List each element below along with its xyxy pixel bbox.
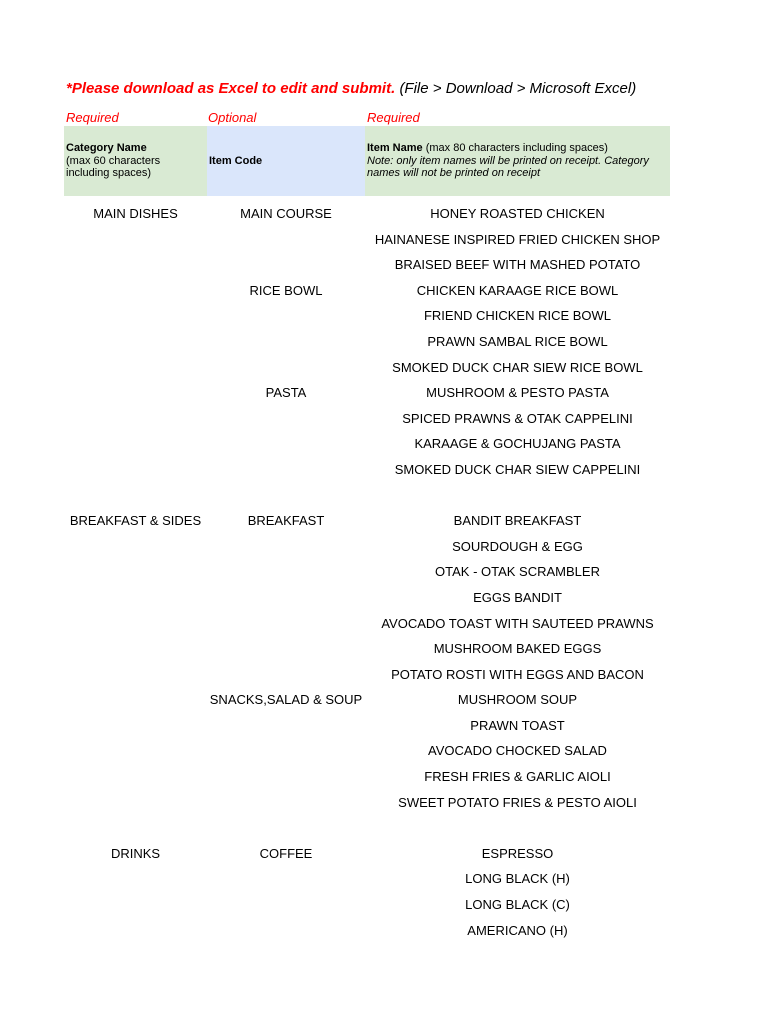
category-cell[interactable] — [64, 790, 207, 816]
item-code-cell[interactable] — [207, 534, 365, 560]
item-code-cell[interactable] — [207, 252, 365, 278]
category-cell[interactable] — [64, 303, 207, 329]
item-code-cell[interactable] — [207, 406, 365, 432]
table-row — [64, 713, 670, 739]
item-name-cell[interactable]: MUSHROOM SOUP — [457, 692, 578, 708]
item-name-cell[interactable] — [365, 815, 670, 841]
category-name-header[interactable] — [64, 126, 207, 196]
item-name-cell[interactable]: HAINANESE INSPIRED FRIED CHICKEN SHOP — [374, 231, 661, 247]
category-cell[interactable] — [64, 431, 207, 457]
item-name-cell[interactable]: AVOCADO CHOCKED SALAD — [428, 743, 607, 759]
item-name-cell[interactable]: AVOCADO TOAST WITH SAUTEED PRAWNS — [381, 615, 654, 631]
item-name-requirement-label: Required — [367, 110, 420, 125]
table-row — [64, 457, 670, 483]
item-code-cell[interactable] — [207, 713, 365, 739]
table-row — [64, 790, 670, 816]
category-cell[interactable]: MAIN DISHES — [93, 206, 178, 221]
table-row — [64, 227, 670, 253]
table-row — [64, 534, 670, 560]
table-row — [64, 636, 670, 662]
item-name-cell[interactable]: BANDIT BREAKFAST — [453, 513, 582, 529]
item-name-cell[interactable]: SWEET POTATO FRIES & PESTO AIOLI — [398, 794, 637, 810]
item-name-cell[interactable]: BRAISED BEEF WITH MASHED POTATO — [394, 257, 641, 273]
table-row — [64, 355, 670, 381]
category-cell[interactable] — [64, 687, 207, 713]
category-cell[interactable] — [64, 227, 207, 253]
item-name-cell[interactable]: OTAK - OTAK SCRAMBLER — [435, 564, 600, 580]
category-cell[interactable] — [64, 483, 207, 509]
category-cell[interactable] — [64, 738, 207, 764]
item-name-cell[interactable]: SPICED PRAWNS & OTAK CAPPELINI — [402, 410, 633, 426]
category-cell[interactable] — [64, 662, 207, 688]
item-name-cell[interactable]: HONEY ROASTED CHICKEN — [430, 206, 605, 221]
table-row — [64, 611, 670, 637]
category-requirement-label: Required — [66, 110, 119, 125]
item-name-cell[interactable]: KARAAGE & GOCHUJANG PASTA — [414, 436, 621, 452]
category-header-title: Category Name — [66, 142, 147, 155]
table-row — [64, 738, 670, 764]
item-name-header-limit: (max 80 characters including spaces) — [425, 142, 608, 155]
item-code-cell[interactable] — [207, 355, 365, 381]
table-row — [64, 201, 670, 227]
item-name-cell[interactable]: AMERICANO (H) — [467, 922, 568, 938]
item-name-header-text — [367, 142, 668, 180]
table-row — [64, 406, 670, 432]
table-row — [64, 559, 670, 585]
item-name-cell[interactable]: PRAWN SAMBAL RICE BOWL — [427, 333, 608, 349]
item-code-cell[interactable]: MAIN COURSE — [240, 206, 332, 221]
table-row — [64, 252, 670, 278]
item-code-cell[interactable] — [207, 815, 365, 841]
item-name-cell[interactable]: LONG BLACK (C) — [465, 897, 570, 913]
item-name-cell[interactable]: MUSHROOM BAKED EGGS — [433, 641, 602, 657]
item-code-header[interactable] — [207, 126, 365, 196]
item-name-cell[interactable]: PRAWN TOAST — [470, 717, 565, 733]
category-cell[interactable] — [64, 585, 207, 611]
category-header-text — [66, 142, 205, 180]
item-code-cell[interactable] — [207, 611, 365, 637]
item-code-cell[interactable] — [207, 636, 365, 662]
item-name-cell[interactable]: ESPRESSO — [481, 845, 554, 861]
item-code-cell[interactable] — [207, 790, 365, 816]
item-code-cell[interactable] — [207, 303, 365, 329]
item-code-cell[interactable] — [207, 585, 365, 611]
table-row — [64, 866, 670, 892]
category-cell[interactable] — [64, 380, 207, 406]
category-cell[interactable] — [64, 713, 207, 739]
category-cell[interactable] — [64, 278, 207, 304]
item-name-cell[interactable] — [365, 483, 670, 509]
table-row — [64, 329, 670, 355]
table-row — [64, 431, 670, 457]
item-code-cell[interactable] — [207, 431, 365, 457]
item-code-requirement-label: Optional — [208, 110, 257, 125]
item-code-header-title: Item Code — [209, 154, 263, 167]
table-row — [64, 585, 670, 611]
category-cell[interactable] — [64, 406, 207, 432]
category-header-note: (max 60 characters including spaces) — [66, 154, 161, 180]
item-name-cell[interactable]: SMOKED DUCK CHAR SIEW RICE BOWL — [392, 359, 643, 375]
category-cell[interactable]: BREAKFAST & SIDES — [69, 513, 202, 529]
table-row — [64, 380, 670, 406]
category-cell[interactable] — [64, 252, 207, 278]
item-code-cell[interactable] — [207, 918, 365, 944]
download-emphasis-text: *Please download as Excel to edit and submit. — [66, 80, 396, 97]
category-cell[interactable] — [64, 636, 207, 662]
item-code-cell[interactable] — [207, 866, 365, 892]
table-row — [64, 815, 670, 841]
category-cell[interactable] — [64, 918, 207, 944]
item-code-cell[interactable] — [207, 227, 365, 253]
item-name-cell[interactable]: LONG BLACK (H) — [465, 871, 570, 887]
menu-table — [64, 201, 670, 943]
category-cell[interactable]: DRINKS — [110, 845, 161, 861]
item-name-cell[interactable]: MUSHROOM & PESTO PASTA — [426, 385, 609, 401]
item-name-cell[interactable]: SOURDOUGH & EGG — [452, 538, 583, 554]
table-row — [64, 303, 670, 329]
category-cell[interactable] — [64, 815, 207, 841]
category-cell[interactable] — [64, 355, 207, 381]
table-row — [64, 508, 670, 534]
item-name-cell[interactable]: SMOKED DUCK CHAR SIEW CAPPELINI — [394, 461, 641, 477]
table-row — [64, 278, 670, 304]
category-cell[interactable] — [64, 866, 207, 892]
item-code-cell[interactable] — [207, 764, 365, 790]
item-name-header-note: Note: only item names will be printed on receipt. Category names will not be printed on receipt — [367, 154, 649, 180]
table-row — [64, 918, 670, 944]
table-row — [64, 764, 670, 790]
category-cell[interactable] — [64, 611, 207, 637]
item-code-cell[interactable]: BREAKFAST — [247, 513, 325, 529]
item-code-cell[interactable] — [207, 329, 365, 355]
item-code-cell[interactable]: PASTA — [265, 385, 307, 401]
item-code-cell[interactable] — [207, 559, 365, 585]
item-name-cell[interactable]: EGGS BANDIT — [473, 589, 562, 605]
item-code-cell[interactable]: COFFEE — [259, 845, 313, 861]
table-row — [64, 687, 670, 713]
category-cell[interactable] — [64, 892, 207, 918]
item-name-cell[interactable]: CHICKEN KARAAGE RICE BOWL — [416, 282, 619, 298]
category-cell[interactable] — [64, 764, 207, 790]
category-cell[interactable] — [64, 559, 207, 585]
item-code-cell[interactable] — [207, 662, 365, 688]
item-code-cell[interactable] — [207, 483, 365, 509]
table-row — [64, 892, 670, 918]
item-code-cell[interactable] — [207, 457, 365, 483]
item-code-cell[interactable] — [207, 738, 365, 764]
item-name-cell[interactable]: FRESH FRIES & GARLIC AIOLI — [424, 769, 611, 785]
table-row — [64, 483, 670, 509]
item-name-cell[interactable]: POTATO ROSTI WITH EGGS AND BACON — [391, 666, 644, 682]
category-cell[interactable] — [64, 329, 207, 355]
item-name-header-title: Item Name — [367, 142, 423, 155]
download-instruction-banner — [66, 80, 636, 97]
item-name-cell[interactable]: FRIEND CHICKEN RICE BOWL — [423, 308, 612, 324]
table-row — [64, 841, 670, 867]
download-path-text: (File > Download > Microsoft Excel) — [399, 80, 637, 97]
item-code-cell[interactable] — [207, 892, 365, 918]
item-name-header[interactable] — [365, 126, 670, 196]
item-code-cell[interactable]: RICE BOWL — [249, 282, 323, 298]
category-cell[interactable] — [64, 457, 207, 483]
category-cell[interactable] — [64, 534, 207, 560]
item-code-cell[interactable]: SNACKS,SALAD & SOUP — [209, 692, 363, 708]
table-row — [64, 662, 670, 688]
